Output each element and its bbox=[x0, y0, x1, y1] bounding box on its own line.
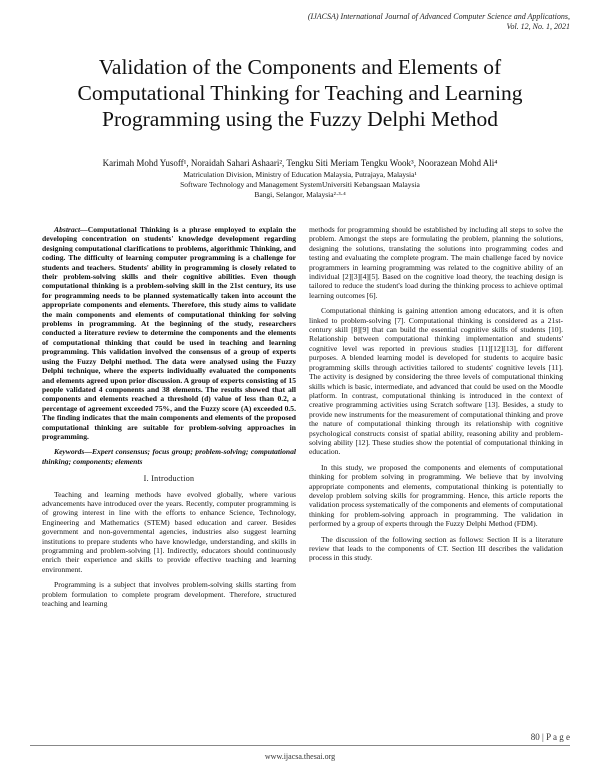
abstract-lead: Abstract— bbox=[54, 225, 88, 234]
paper-title: Validation of the Components and Elements of Computational Thinking for Teaching and Learning Programming using the Fuzzy Delphi Method bbox=[77, 55, 523, 131]
affiliation-1: Matriculation Division, Ministry of Education Malaysia, Putrajaya, Malaysia¹ bbox=[183, 170, 417, 179]
body-paragraph-2: Computational thinking is gaining attention among educators, and it is often linked to problem-solving [7]. Computational thinking is considered as a 21st-century skill [8][9] that can build the essential cognitive skills of students [10]. Relationship between computational thinking implementation and students' cognitive level was reported in previous studies [11][12][13], for different purposes. A blended learning model is developed for students to acquire basic programming skills through activities tailored to students' cognitive levels [11]. The activity is designed by considering the three levels of computational thinking skills which is basic, intermediate, and advanced that could be used on the Moodle platform. In contrast, computational thinking is introduced in the context of creative programming activities using Scratch software [13]. Besides, a study to provide new instruments for the measurement of computational thinking and prove the nature of computational thinking through its relationship with cognitive psychological constructs consist of spatial ability, reasoning ability and problem-solving ability [12]. These studies show the potential of computational thinking in education. bbox=[309, 306, 563, 457]
affiliation-3: Bangi, Selangor, Malaysia²·³·⁴ bbox=[254, 190, 346, 199]
body-paragraph-1: methods for programming should be established by including all steps to solve the problem. Amongst the steps are formulating the problem, planning the solutions, designing the solutions, translating the solutions into programming codes and testing and evaluating the complete program. The main challenge faced by novice programmers in learning programming was related to the cognitive ability of an individual [2][3][4][5]. Based on the cognitive load theory, the teaching design is tailored to reduce the student's load during the thinking process to achieve optimal learning outcomes [6]. bbox=[309, 225, 563, 300]
section-heading-introduction: I. Introduction bbox=[143, 474, 195, 484]
abstract bbox=[42, 225, 296, 441]
author-list: Karimah Mohd Yusoff¹, Noraidah Sahari Ashaari², Tengku Siti Meriam Tengku Wook³, Noorazean Mohd Ali⁴ bbox=[102, 158, 498, 168]
footer-rule bbox=[30, 745, 570, 746]
journal-name: (IJACSA) International Journal of Advanced Computer Science and Applications, bbox=[307, 12, 570, 21]
right-column bbox=[309, 225, 563, 569]
affiliation-2: Software Technology and Management SystemUniversiti Kebangsaan Malaysia bbox=[180, 180, 420, 189]
left-column bbox=[42, 225, 296, 614]
footer-url[interactable]: www.ijacsa.thesai.org bbox=[264, 752, 336, 761]
journal-header bbox=[308, 12, 570, 32]
body-paragraph-3: In this study, we proposed the components and elements of computational thinking for problem solving in programming. We believe that by involving appropriate components and elements, computational thinking is potentially to develop problem solving skills for programming. Hence, this article reports the validation process systematically of the components and elements of computational thinking for problem-solving approach in programming. The validation in performed by a group of experts through the Fuzzy Delphi Method (FDM). bbox=[309, 462, 563, 529]
intro-paragraph-2: Programming is a subject that involves problem-solving skills starting from problem formulation to complete program development. Therefore, structured teaching and learning bbox=[42, 580, 296, 609]
intro-paragraph-1: Teaching and learning methods have evolved globally, where various advancements have introduced over the years. Recently, computer programming is of growing interest in line with the efforts to enhance Science, Technology, Engineering and Mathematics (STEM) based education and career. Besides government and non-governmental agencies, industries also suggest learning institutions to prepare students who have knowledge, understanding, and skills in programming and problem-solving [1]. Indirectly, educators should continuously enrich their experience and skills to provide effective teaching and learning environment. bbox=[42, 489, 296, 574]
body-paragraph-4: The discussion of the following section as follows: Section II is a literature review that leads to the components of CT. Section III describes the validation process in this study. bbox=[309, 534, 563, 563]
page-number: 80 | P a g e bbox=[530, 732, 570, 742]
abstract-text: Computational Thinking is a phrase employed to explain the developing concentration on students' knowledge development regarding designing computational clarifications to problems, algorithmic Thinking, and coding. The difficulty of learning computer programming is a challenge for students and teachers. Students' ability in programming is closely related to their problem-solving skills and their cognitive abilities. Even though computational thinking is a problem-solving skill in the 21st century, its use for programming needs to be planned systematically taken into account the appropriate components and elements. Therefore, this study aims to validate the main components and elements of computational thinking for solving problems in programming. At the beginning of the study, researchers conducted a literature review to determine the components and the elements of computational thinking that could be used in teaching and learning programming. This validation involved the consensus of a group of experts using the Fuzzy Delphi method. The data were analysed using the Fuzzy Delphi technique, where the experts individually evaluated the components and elements agreed upon prior discussion. A group of experts consisting of 15 people validated 4 components and 38 elements. The results showed that all components and elements reached a threshold (d) value of less than 0.2, a percentage of agreement exceeded 75%, and the Fuzzy score (A) exceeded 0.5. The finding indicates that the main components and elements of the proposed computational thinking are suitable for problem-solving approaches in programming. bbox=[42, 225, 296, 441]
keywords: Keywords—Expert consensus; focus group; problem-solving; computational thinking; components; elements bbox=[42, 447, 296, 466]
journal-volume: Vol. 12, No. 1, 2021 bbox=[506, 22, 570, 31]
